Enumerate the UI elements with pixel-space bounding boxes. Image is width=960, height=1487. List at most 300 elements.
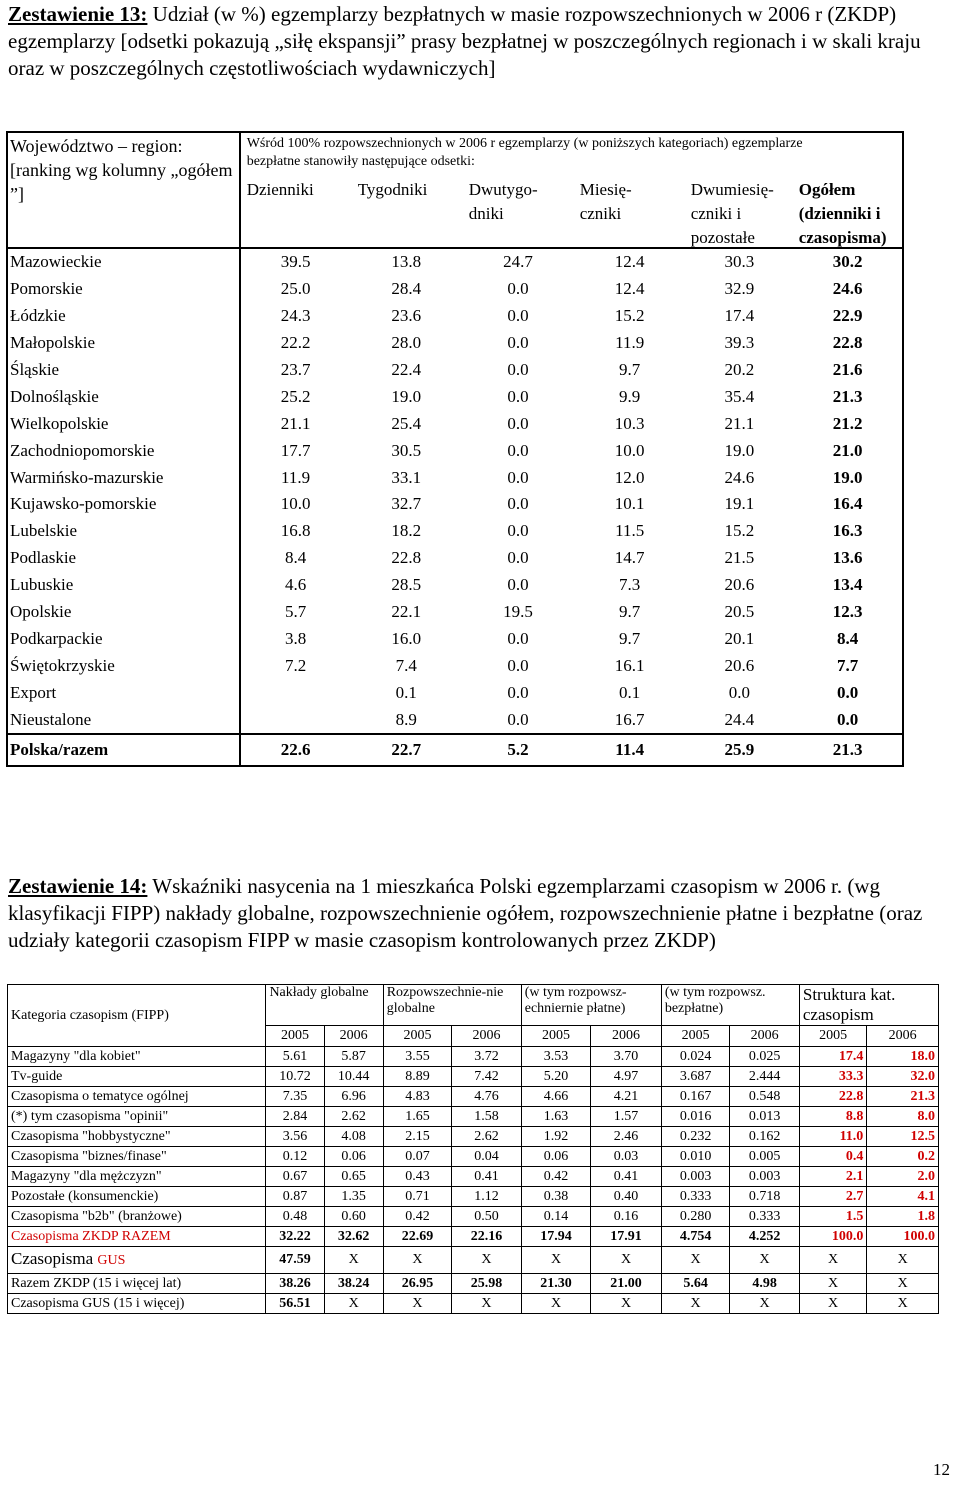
indicator-value: 21.00 xyxy=(591,1274,662,1294)
indicator-value: 32.62 xyxy=(324,1227,383,1247)
indicator-value: 17.94 xyxy=(521,1227,591,1247)
indicator-value: 4.83 xyxy=(383,1087,452,1107)
category-row xyxy=(8,1067,939,1087)
share-value: 12.4 xyxy=(574,248,686,276)
indicator-value: 0.167 xyxy=(661,1087,730,1107)
share-value: 0.0 xyxy=(507,575,529,595)
indicator-value: 0.41 xyxy=(591,1167,662,1187)
share-value: 24.3 xyxy=(280,306,311,326)
indicator-value: X xyxy=(324,1294,383,1314)
indicator-value: 47.59 xyxy=(266,1247,324,1274)
share-value: 22.8 xyxy=(391,548,422,568)
indicator-value: 100.0 xyxy=(799,1227,866,1247)
indicator-value: 2.444 xyxy=(730,1067,800,1087)
share-value: 25.0 xyxy=(280,279,311,299)
share-value: 0.0 xyxy=(507,467,529,487)
indicator-value: 0.67 xyxy=(266,1167,324,1187)
indicator-value: 26.95 xyxy=(383,1274,452,1294)
category-intro: Wśród 100% rozpowszechnionych w 2006 r egzemplarzy (w poniższych kategoriach) egzemplarze bezpłatne stanowiły następujące odsetki: xyxy=(246,136,803,169)
group-header-bezplatne: (w tym rozpowsz. bezpłatne) xyxy=(661,985,799,1026)
table13-title-text: Udział (w %) egzemplarzy bezpłatnych w masie rozpowszechnionych w 2006 r (ZKDP) egzemplarzy [odsetki pokazują „siłę ekspansji” prasy bezpłatnej w poszczególnych regionach i w skali kraju oraz w poszczególnych częstotliwościach wydawniczych] xyxy=(8,2,921,80)
category-label: Tv-guide xyxy=(8,1067,266,1087)
indicator-value: 2.1 xyxy=(799,1167,866,1187)
category-label: Czasopisma "biznes/finase" xyxy=(8,1147,266,1167)
share-value: 30.2 xyxy=(793,248,903,276)
share-value: 9.7 xyxy=(619,602,641,622)
indicator-value: 0.280 xyxy=(661,1207,730,1227)
total-value: 25.9 xyxy=(686,734,794,766)
region-name: Łódzkie xyxy=(7,303,240,330)
indicator-value: X xyxy=(799,1247,866,1274)
indicator-value: 33.3 xyxy=(799,1067,866,1087)
indicator-value: 22.69 xyxy=(383,1227,452,1247)
share-value: 0.0 xyxy=(507,386,529,406)
col-header-miesieczniki: Miesię-czniki xyxy=(579,180,632,223)
share-value: 20.6 xyxy=(724,575,755,595)
region-name: Lubelskie xyxy=(7,518,240,545)
region-row xyxy=(7,303,903,330)
indicator-value: 0.48 xyxy=(266,1207,324,1227)
indicator-value: 2.46 xyxy=(591,1127,662,1147)
indicator-value: 5.87 xyxy=(324,1047,383,1067)
indicator-value: X xyxy=(661,1294,730,1314)
total-value: 5.2 xyxy=(462,734,574,766)
indicator-value: X xyxy=(521,1247,591,1274)
share-value: 19.0 xyxy=(391,386,422,406)
region-name: Export xyxy=(7,679,240,706)
share-value: 33.1 xyxy=(391,467,422,487)
indicator-value: 11.0 xyxy=(799,1127,866,1147)
indicator-value: 4.252 xyxy=(730,1227,800,1247)
indicator-value: 21.3 xyxy=(867,1087,939,1107)
share-value: 22.4 xyxy=(391,360,422,379)
share-value: 21.0 xyxy=(832,440,863,460)
fipp-category-header: Kategoria czasopism (FIPP) xyxy=(8,985,266,1047)
share-value: 0.0 xyxy=(507,655,529,675)
category-label: (*) tym czasopisma "opinii" xyxy=(8,1107,266,1127)
region-row xyxy=(7,248,903,276)
indicator-value: 3.687 xyxy=(661,1067,730,1087)
indicator-value: 1.63 xyxy=(521,1107,591,1127)
share-value: 10.1 xyxy=(614,494,645,514)
region-name: Śląskie xyxy=(7,357,240,384)
share-value: 21.1 xyxy=(724,413,755,433)
share-value: 16.3 xyxy=(832,521,863,541)
region-row xyxy=(7,383,903,410)
indicator-value: 4.1 xyxy=(867,1187,939,1207)
indicator-value: 0.71 xyxy=(383,1187,452,1207)
share-value: 24.7 xyxy=(462,248,574,276)
share-value: 0.0 xyxy=(507,306,529,326)
indicator-value: 0.14 xyxy=(521,1207,591,1227)
indicator-value: 0.005 xyxy=(730,1147,800,1167)
share-value: 30.5 xyxy=(391,440,422,460)
share-value: 18.2 xyxy=(391,521,422,541)
indicator-value: 0.03 xyxy=(591,1147,662,1167)
indicator-value: 5.20 xyxy=(521,1067,591,1087)
share-value: 22.8 xyxy=(832,333,863,353)
indicator-value: 2.7 xyxy=(799,1187,866,1207)
share-value: 12.0 xyxy=(614,467,645,487)
indicator-value: X xyxy=(452,1294,522,1314)
indicator-value: 4.97 xyxy=(591,1067,662,1087)
category-label: Pozostałe (konsumenckie) xyxy=(8,1187,266,1207)
indicator-value: 0.333 xyxy=(661,1187,730,1207)
share-value: 14.7 xyxy=(614,548,645,568)
indicator-value: X xyxy=(452,1247,522,1274)
indicator-value: 0.38 xyxy=(521,1187,591,1207)
category-label: Czasopisma GUS (15 i więcej) xyxy=(8,1294,266,1314)
share-value: 16.0 xyxy=(391,628,422,648)
year-header: 2005 xyxy=(661,1026,730,1047)
region-name: Nieustalone xyxy=(7,706,240,734)
group-header-platne: (w tym rozpowsz-echniernie płatne) xyxy=(521,985,661,1026)
region-name: Wielkopolskie xyxy=(7,410,240,437)
table14 xyxy=(7,984,939,1314)
year-header: 2006 xyxy=(591,1026,662,1047)
indicator-value: 0.06 xyxy=(521,1147,591,1167)
table14-title xyxy=(8,873,958,954)
share-value: 15.2 xyxy=(614,306,645,326)
indicator-value: 25.98 xyxy=(452,1274,522,1294)
total-value: 21.3 xyxy=(793,734,903,766)
indicator-value: X xyxy=(867,1274,939,1294)
year-header: 2006 xyxy=(324,1026,383,1047)
share-value: 0.0 xyxy=(507,494,529,514)
indicator-value: X xyxy=(591,1294,662,1314)
year-header: 2005 xyxy=(799,1026,866,1047)
share-value: 23.7 xyxy=(280,360,311,379)
share-value: 21.5 xyxy=(724,548,755,568)
indicator-value: 100.0 xyxy=(867,1227,939,1247)
indicator-value: 1.58 xyxy=(452,1107,522,1127)
indicator-value: X xyxy=(521,1294,591,1314)
share-value: 19.5 xyxy=(503,602,533,622)
share-value: 12.3 xyxy=(832,602,863,622)
indicator-value: X xyxy=(730,1294,800,1314)
indicator-value: 8.0 xyxy=(867,1107,939,1127)
share-value: 21.6 xyxy=(832,360,863,379)
indicator-value: 0.2 xyxy=(867,1147,939,1167)
indicator-value: 4.08 xyxy=(324,1127,383,1147)
share-value: 7.3 xyxy=(619,575,641,595)
total-value: 22.6 xyxy=(240,734,351,766)
share-value: 35.4 xyxy=(724,386,755,406)
year-header: 2005 xyxy=(521,1026,591,1047)
indicator-value: 21.30 xyxy=(521,1274,591,1294)
region-name: Małopolskie xyxy=(7,330,240,357)
col-header-ogolem: Ogółem (dzienniki i czasopisma) xyxy=(798,180,887,247)
share-value: 16.7 xyxy=(614,709,645,729)
share-value: 4.6 xyxy=(284,575,307,595)
share-value: 10.0 xyxy=(280,494,311,514)
gus-row xyxy=(8,1247,939,1274)
category-label: Magazyny "dla kobiet" xyxy=(8,1047,266,1067)
share-value: 39.3 xyxy=(724,333,755,353)
share-value: 16.8 xyxy=(280,521,311,541)
indicator-value: 0.024 xyxy=(661,1047,730,1067)
region-row xyxy=(7,545,903,572)
indicator-value: 3.56 xyxy=(266,1127,324,1147)
region-row xyxy=(7,706,903,734)
share-value: 28.5 xyxy=(391,575,422,595)
year-header: 2006 xyxy=(867,1026,939,1047)
share-value: 20.1 xyxy=(724,628,755,648)
indicator-value: X xyxy=(867,1247,939,1274)
indicator-value: 56.51 xyxy=(266,1294,324,1314)
col-header-tygodniki: Tygodniki xyxy=(357,180,428,199)
year-header: 2005 xyxy=(383,1026,452,1047)
region-name: Zachodniopomorskie xyxy=(7,437,240,464)
region-row xyxy=(7,276,903,303)
category-row xyxy=(8,1087,939,1107)
share-value: 11.9 xyxy=(615,333,645,353)
indicator-value: X xyxy=(383,1294,452,1314)
gus-label-source: GUS xyxy=(97,1253,126,1268)
share-value: 8.4 xyxy=(837,628,859,648)
share-value: 39.5 xyxy=(240,248,351,276)
indicator-value: 0.4 xyxy=(799,1147,866,1167)
share-value: 19.0 xyxy=(724,440,755,460)
table13-label: Zestawienie 13: xyxy=(8,2,148,26)
indicator-value: 1.12 xyxy=(452,1187,522,1207)
share-value: 9.7 xyxy=(619,360,641,379)
indicator-value: 1.92 xyxy=(521,1127,591,1147)
razem-15-row xyxy=(8,1274,939,1294)
indicator-value: 0.016 xyxy=(661,1107,730,1127)
indicator-value: 17.91 xyxy=(591,1227,662,1247)
region-name: Lubuskie xyxy=(7,572,240,599)
share-value: 11.5 xyxy=(615,521,645,541)
region-row xyxy=(7,625,903,652)
region-name: Warmińsko-mazurskie xyxy=(7,464,240,491)
share-value: 19.0 xyxy=(832,467,863,487)
indicator-value: 0.003 xyxy=(661,1167,730,1187)
share-value: 22.1 xyxy=(391,602,422,622)
region-row xyxy=(7,599,903,626)
indicator-value: X xyxy=(661,1247,730,1274)
region-name: Pomorskie xyxy=(7,276,240,303)
indicator-value: 3.53 xyxy=(521,1047,591,1067)
share-value: 0.0 xyxy=(507,709,529,729)
category-label: Magazyny "dla mężczyzn" xyxy=(8,1167,266,1187)
share-value xyxy=(240,706,351,734)
share-value: 9.7 xyxy=(619,628,641,648)
share-value: 12.4 xyxy=(614,279,645,299)
share-value: 28.0 xyxy=(391,333,422,353)
indicator-value: 1.35 xyxy=(324,1187,383,1207)
indicator-value: 4.66 xyxy=(521,1087,591,1107)
year-header: 2005 xyxy=(266,1026,324,1047)
indicator-value: X xyxy=(799,1294,866,1314)
indicator-value: 2.0 xyxy=(867,1167,939,1187)
indicator-value: 0.12 xyxy=(266,1147,324,1167)
indicator-value: 38.24 xyxy=(324,1274,383,1294)
share-value: 10.3 xyxy=(614,413,645,433)
share-value: 0.0 xyxy=(728,682,751,702)
share-value: 16.4 xyxy=(832,494,863,514)
share-value: 24.6 xyxy=(724,467,755,487)
category-label: Czasopisma "hobbystyczne" xyxy=(8,1127,266,1147)
region-row xyxy=(7,652,903,679)
indicator-value: 4.754 xyxy=(661,1227,730,1247)
indicator-value: 6.96 xyxy=(324,1087,383,1107)
indicator-value: 4.98 xyxy=(730,1274,800,1294)
indicator-value: 0.60 xyxy=(324,1207,383,1227)
region-row xyxy=(7,679,903,706)
share-value: 5.7 xyxy=(284,602,307,622)
indicator-value: 0.06 xyxy=(324,1147,383,1167)
indicator-value: 0.41 xyxy=(452,1167,522,1187)
category-label: Czasopisma "b2b" (branżowe) xyxy=(8,1207,266,1227)
share-value: 21.3 xyxy=(832,386,863,406)
share-value: 24.4 xyxy=(724,709,755,729)
indicator-value: X xyxy=(591,1247,662,1274)
indicator-value: 17.4 xyxy=(799,1047,866,1067)
share-value: 7.2 xyxy=(284,655,307,675)
indicator-value: 0.43 xyxy=(383,1167,452,1187)
indicator-value: X xyxy=(867,1294,939,1314)
total-value: 11.4 xyxy=(574,734,686,766)
share-value: 7.4 xyxy=(395,655,417,675)
year-header: 2006 xyxy=(730,1026,800,1047)
category-row xyxy=(8,1147,939,1167)
indicator-value: 22.8 xyxy=(799,1087,866,1107)
table14-title-text: Wskaźniki nasycenia na 1 mieszkańca Polski egzemplarzami czasopism w 2006 r. (wg klasyfikacji FIPP) nakłady globalne, rozpowszechnienie ogółem, rozpowszechnienie płatne i bezpłatne (oraz udziały kategorii czasopism FIPP w masie czasopism kontrolowanych przez ZKDP) xyxy=(8,874,923,952)
region-row xyxy=(7,410,903,437)
region-name: Kujawsko-pomorskie xyxy=(7,491,240,518)
share-value: 30.3 xyxy=(686,248,794,276)
region-name: Mazowieckie xyxy=(7,248,240,276)
share-value: 22.2 xyxy=(280,333,311,353)
indicator-value: 8.89 xyxy=(383,1067,452,1087)
region-name: Dolnośląskie xyxy=(7,383,240,410)
indicator-value: 22.16 xyxy=(452,1227,522,1247)
indicator-value: 0.04 xyxy=(452,1147,522,1167)
share-value: 7.7 xyxy=(837,655,859,675)
share-value: 0.0 xyxy=(507,440,529,460)
share-value: 20.6 xyxy=(724,655,755,675)
region-row xyxy=(7,491,903,518)
share-value: 15.2 xyxy=(724,521,755,541)
share-value: 28.4 xyxy=(391,279,422,299)
indicator-value: 10.72 xyxy=(266,1067,324,1087)
share-value: 13.6 xyxy=(832,548,863,568)
indicator-value: 0.87 xyxy=(266,1187,324,1207)
indicator-value: 3.72 xyxy=(452,1047,522,1067)
share-value: 23.6 xyxy=(391,306,422,326)
share-value: 20.2 xyxy=(724,360,755,379)
indicator-value: 5.61 xyxy=(266,1047,324,1067)
col-header-dwumiesieczniki: Dwumiesię-czniki i pozostałe xyxy=(690,180,774,247)
share-value xyxy=(240,679,351,706)
share-value: 0.0 xyxy=(507,548,529,568)
indicator-value: 0.162 xyxy=(730,1127,800,1147)
share-value: 17.7 xyxy=(280,440,311,460)
indicator-value: 0.42 xyxy=(383,1207,452,1227)
indicator-value: 18.0 xyxy=(867,1047,939,1067)
total-label: Polska/razem xyxy=(7,734,240,766)
indicator-value: 0.013 xyxy=(730,1107,800,1127)
indicator-value: 0.50 xyxy=(452,1207,522,1227)
indicator-value: 0.333 xyxy=(730,1207,800,1227)
indicator-value: 12.5 xyxy=(867,1127,939,1147)
category-header xyxy=(240,132,903,248)
page-number: 12 xyxy=(933,1460,950,1479)
year-header: 2006 xyxy=(452,1026,522,1047)
share-value: 22.9 xyxy=(832,306,863,326)
category-row xyxy=(8,1127,939,1147)
category-row xyxy=(8,1207,939,1227)
indicator-value: 1.65 xyxy=(383,1107,452,1127)
indicator-value: 0.65 xyxy=(324,1167,383,1187)
indicator-value: 3.70 xyxy=(591,1047,662,1067)
indicator-value: 2.15 xyxy=(383,1127,452,1147)
indicator-value: 10.44 xyxy=(324,1067,383,1087)
share-value: 11.9 xyxy=(281,467,311,487)
total-value: 22.7 xyxy=(350,734,462,766)
indicator-value: 4.21 xyxy=(591,1087,662,1107)
indicator-value: 1.5 xyxy=(799,1207,866,1227)
share-value: 20.5 xyxy=(724,602,755,622)
indicator-value: X xyxy=(799,1274,866,1294)
share-value: 17.4 xyxy=(724,306,755,326)
col-header-dzienniki: Dzienniki xyxy=(246,180,314,199)
group-header-struktura: Struktura kat. czasopism xyxy=(799,985,938,1026)
share-value: 16.1 xyxy=(614,655,645,675)
col-header-dwutygodniki: Dwutygo-dniki xyxy=(468,180,538,223)
share-value: 25.4 xyxy=(391,413,422,433)
share-value: 3.8 xyxy=(284,628,307,648)
table14-label: Zestawienie 14: xyxy=(8,874,148,898)
indicator-value: 7.35 xyxy=(266,1087,324,1107)
share-value: 9.9 xyxy=(619,386,641,406)
indicator-value: 38.26 xyxy=(266,1274,324,1294)
region-name: Świętokrzyskie xyxy=(7,652,240,679)
region-row xyxy=(7,330,903,357)
gus-15-row xyxy=(8,1294,939,1314)
share-value: 13.4 xyxy=(832,575,863,595)
region-name: Opolskie xyxy=(7,599,240,626)
share-value: 0.0 xyxy=(507,682,529,702)
indicator-value: X xyxy=(383,1247,452,1274)
share-value: 25.2 xyxy=(280,386,311,406)
share-value: 8.4 xyxy=(284,548,307,568)
indicator-value: 7.42 xyxy=(452,1067,522,1087)
indicator-value: 3.55 xyxy=(383,1047,452,1067)
category-label: Czasopisma o tematyce ogólnej xyxy=(8,1087,266,1107)
indicator-value: 0.003 xyxy=(730,1167,800,1187)
table13-title xyxy=(8,1,958,82)
share-value: 0.0 xyxy=(507,279,529,299)
share-value: 0.0 xyxy=(507,521,529,541)
region-column-header: Województwo – region: [ranking wg kolumny „ogółem ”] xyxy=(7,132,240,248)
indicator-value: 0.42 xyxy=(521,1167,591,1187)
share-value: 0.0 xyxy=(507,360,529,379)
category-label: Razem ZKDP (15 i więcej lat) xyxy=(8,1274,266,1294)
share-value: 24.6 xyxy=(832,279,863,299)
indicator-value: 0.40 xyxy=(591,1187,662,1207)
indicator-value: 5.64 xyxy=(661,1274,730,1294)
share-value: 0.0 xyxy=(507,413,529,433)
indicator-value: 4.76 xyxy=(452,1087,522,1107)
indicator-value: 0.718 xyxy=(730,1187,800,1207)
indicator-value: X xyxy=(730,1247,800,1274)
share-value: 13.8 xyxy=(350,248,462,276)
share-value: 21.2 xyxy=(832,413,863,433)
indicator-value: 8.8 xyxy=(799,1107,866,1127)
share-value: 32.9 xyxy=(724,279,755,299)
